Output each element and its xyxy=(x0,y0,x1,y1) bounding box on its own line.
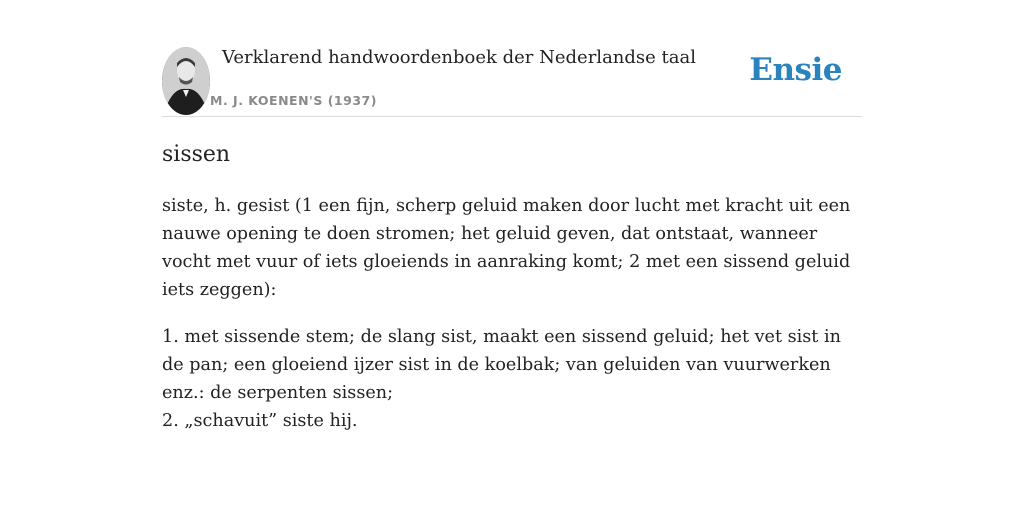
book-header xyxy=(162,46,862,117)
entry-headword: sissen xyxy=(162,142,231,167)
book-title: Verklarend handwoordenboek der Nederlandse taal xyxy=(222,47,696,68)
entry-senses xyxy=(162,323,852,435)
sense-item: 2. „schavuit” siste hij. xyxy=(162,411,358,431)
book-subtitle: M. J. KOENEN'S (1937) xyxy=(210,93,377,108)
ensie-logo-link[interactable]: Ensie xyxy=(749,52,842,88)
author-portrait-icon xyxy=(162,47,210,115)
entry-definition: siste, h. gesist (1 een fijn, scherp geluid maken door lucht met kracht uit een nauwe opening te doen stromen; het geluid geven, dat ontstaat, wanneer vocht met vuur of iets gloeiends in aanraking komt; 2 met een sissend geluid iets zeggen): xyxy=(162,196,851,300)
sense-item: 1. met sissende stem; de slang sist, maakt een sissend geluid; het vet sist in de pan; een gloeiend ijzer sist in de koelbak; van geluiden van vuurwerken enz.: de serpenten sissen; xyxy=(162,327,841,403)
entry-body xyxy=(162,192,852,435)
